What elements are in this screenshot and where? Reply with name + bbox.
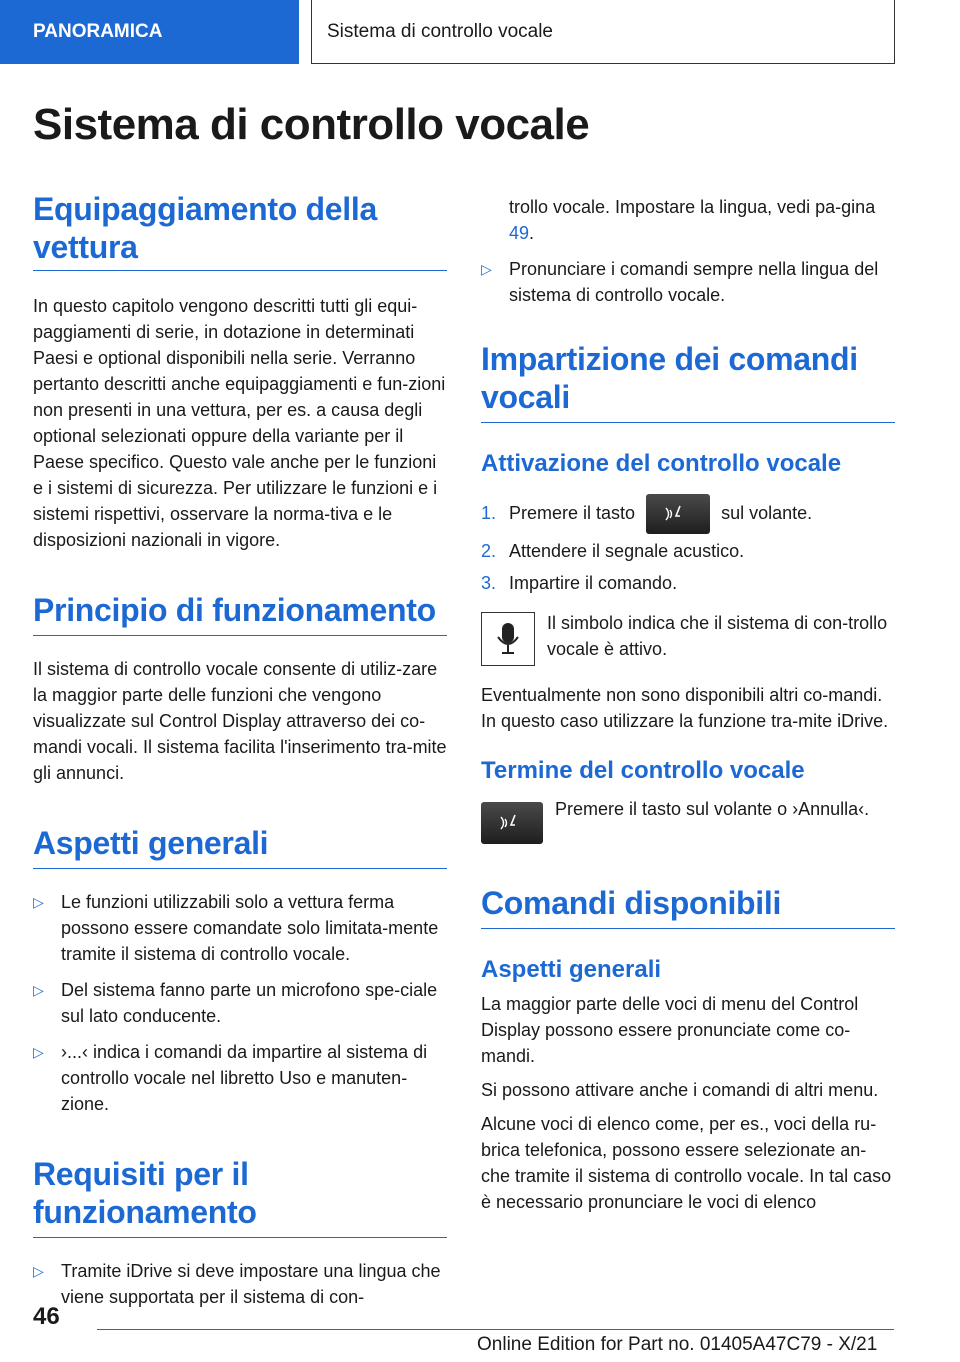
- bullet-item: [33, 889, 447, 967]
- continuation-text: trollo vocale. Impostare la lingua, vedi pa-gina: [509, 197, 876, 217]
- bullet-text: Del sistema fanno parte un microfono spe-ciale sul lato conducente.: [61, 980, 438, 1026]
- bullet-item: [481, 256, 895, 308]
- page-number: 46: [33, 1303, 60, 1330]
- text-equipaggiamento: In questo capitolo vengono descritti tutti gli equi-paggiamenti di serie, in dotazione in determinati Paesi e optional disponibili nella serie. Verranno pertanto descritti anche equipaggiamenti e fun-zioni non presenti in una vettura, per es. a causa degli optional selezionati oppure della variante per il Paese specifico. Questo vale anche per le funzioni e i sistemi di sicurezza. Per utilizzare le funzioni e i sistemi rispettivi, osservare la norma-tiva e le disposizioni nazionali in vigore.: [33, 296, 446, 550]
- bullet-text: Pronunciare i comandi sempre nella lingua del sistema di controllo vocale.: [509, 259, 879, 305]
- mic-symbol-text: Il simbolo indica che il sistema di con-trollo vocale è attivo.: [547, 613, 888, 660]
- page-link[interactable]: 49: [509, 223, 530, 243]
- step-text: Impartire il comando.: [509, 573, 678, 594]
- footer-edition: Online Edition for Part no. 01405A47C79 - X/21: [477, 1334, 878, 1355]
- heading-requisiti: Requisiti per il funzionamento: [33, 1155, 447, 1238]
- step-text: Attendere il segnale acustico.: [509, 541, 745, 562]
- text-principio: Il sistema di controllo vocale consente di utiliz-zare la maggior parte delle funzioni che vengono visualizzate sul Control Display attraverso dei co-mandi vocali. Il sistema facilita l'inserimento tra-mite gli annunci.: [33, 659, 447, 783]
- triangle-bullet-icon: ▷: [33, 894, 44, 910]
- heading-aspetti: Aspetti generali: [33, 824, 447, 869]
- header-chapter-tab[interactable]: [311, 0, 895, 64]
- heading-comandi: Comandi disponibili: [481, 884, 895, 929]
- header-chapter-label: Sistema di controllo vocale: [327, 20, 553, 42]
- bullet-item: [33, 977, 447, 1029]
- step-text-pre: Premere il tasto: [509, 503, 636, 523]
- left-column: [33, 190, 447, 1310]
- step-item: [481, 493, 895, 534]
- step-text-post: sul volante.: [721, 503, 813, 523]
- subheading-aspetti: Aspetti generali: [481, 956, 662, 984]
- step-number: 1.: [481, 503, 497, 523]
- subheading-attivazione: Attivazione del controllo vocale: [481, 450, 842, 477]
- triangle-bullet-icon: ▷: [481, 261, 492, 277]
- heading-equipaggiamento: Equipaggiamento della vettura: [33, 190, 447, 271]
- bullet-text: Le funzioni utilizzabili solo a vettura ferma possono essere comandate solo limitata-mente tramite il sistema di controllo vocale.: [61, 892, 439, 964]
- text-comandi-1: La maggior parte delle voci di menu del Control Display possono essere pronunciate come co-mandi.: [481, 994, 859, 1067]
- text-comandi-2: Si possono attivare anche i comandi di altri menu.: [481, 1080, 879, 1101]
- step-number: 3.: [481, 573, 497, 594]
- page-title: Sistema di controllo vocale: [33, 100, 590, 149]
- microphone-icon: [481, 612, 535, 666]
- voice-button-icon: [481, 802, 543, 844]
- bullet-text: Tramite iDrive si deve impostare una lingua che viene supportata per il sistema di con-: [61, 1261, 441, 1307]
- header-section-label: PANORAMICA: [33, 21, 163, 42]
- subheading-termine: Termine del controllo vocale: [481, 757, 805, 785]
- step-item: [481, 538, 895, 564]
- text-termine: Premere il tasto sul volante o ›Annulla‹.: [555, 799, 870, 820]
- right-column: [481, 190, 895, 1215]
- triangle-bullet-icon: ▷: [33, 982, 44, 998]
- footer-divider: [97, 1329, 894, 1330]
- bullet-continuation: [481, 194, 895, 246]
- continuation-end: .: [529, 223, 535, 243]
- triangle-bullet-icon: ▷: [33, 1044, 44, 1060]
- heading-principio: Principio di funzionamento: [33, 591, 447, 636]
- step-item: [481, 570, 895, 596]
- heading-impartizione: Impartizione dei comandi vocali: [481, 340, 895, 423]
- bullet-item: [33, 1258, 447, 1310]
- voice-button-icon: [646, 494, 710, 534]
- bullet-text: ›...‹ indica i comandi da impartire al sistema di controllo vocale nel libretto Uso e manuten-zione.: [61, 1042, 428, 1114]
- triangle-bullet-icon: ▷: [33, 1263, 44, 1279]
- header-section-tab[interactable]: [0, 0, 299, 64]
- bullet-item: [33, 1039, 447, 1117]
- text-idrive: Eventualmente non sono disponibili altri co-mandi. In questo caso utilizzare la funzione tra-mite iDrive.: [481, 685, 889, 732]
- text-comandi-3: Alcune voci di elenco come, per es., voci della ru-brica telefonica, possono essere selezionate an-che tramite il sistema di controllo vocale. In tal caso è necessario pronunciare le voci di elenco: [481, 1114, 892, 1213]
- step-number: 2.: [481, 541, 497, 562]
